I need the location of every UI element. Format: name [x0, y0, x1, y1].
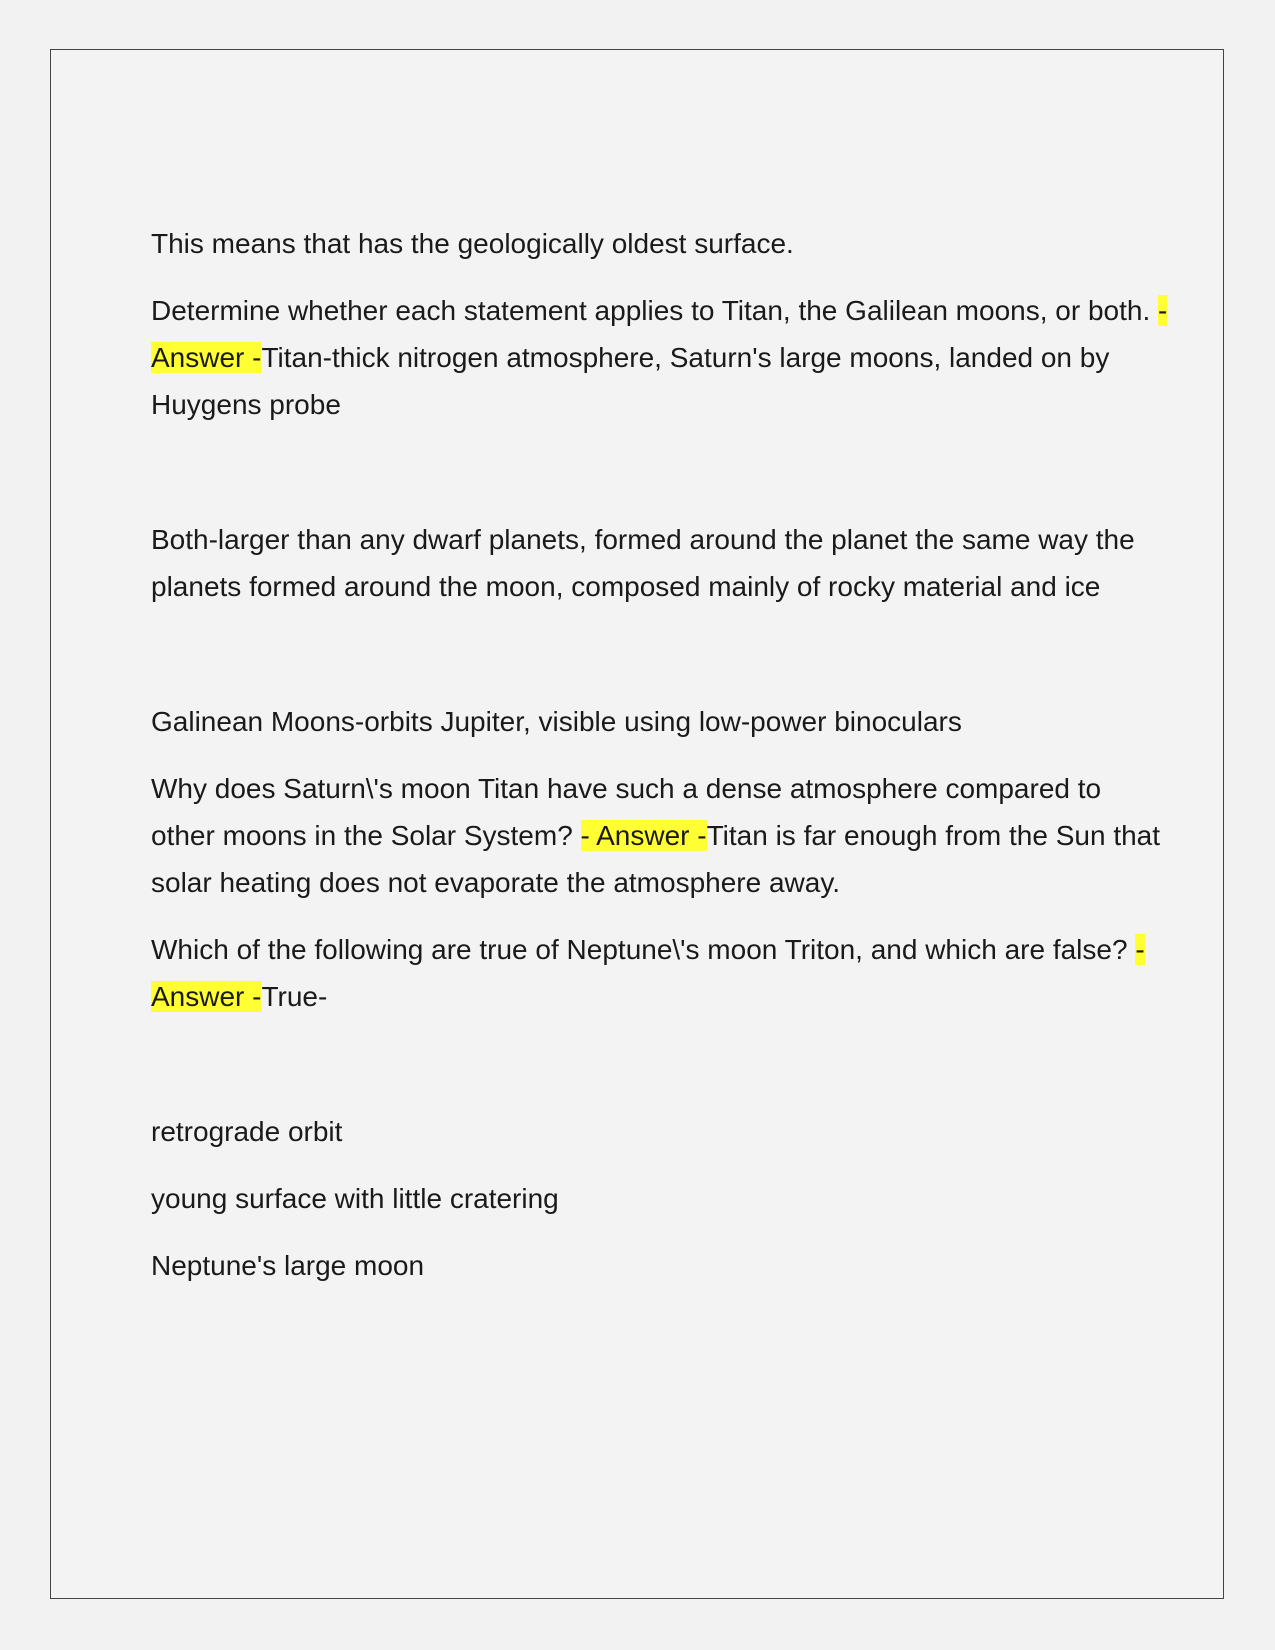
answer-highlight: - Answer - — [151, 295, 1168, 373]
document-content — [151, 220, 1171, 1309]
paragraph-galinean-moons — [151, 698, 1171, 745]
paragraph-text: Both-larger than any dwarf planets, formed around the planet the same way the planets formed around the moon, composed mainly of rocky material and ice — [151, 524, 1135, 602]
paragraph-text: young surface with little cratering — [151, 1183, 559, 1214]
question-text: Determine whether each statement applies to Titan, the Galilean moons, or both. — [151, 295, 1159, 326]
answer-text: Titan-thick nitrogen atmosphere, Saturn's large moons, landed on by Huygens probe — [151, 342, 1110, 420]
answer-highlight: - Answer - — [580, 820, 707, 851]
answer-highlight: - Answer - — [151, 934, 1145, 1012]
paragraph-oldest-surface — [151, 220, 1171, 267]
paragraph-retrograde-orbit — [151, 1108, 1171, 1155]
paragraph-triton-question — [151, 926, 1171, 1020]
question-text: Why does Saturn\'s moon Titan have such a dense atmosphere compared to other moons in the Solar System? — [151, 773, 1102, 851]
paragraph-young-surface — [151, 1175, 1171, 1222]
paragraph-text: Neptune's large moon — [151, 1250, 425, 1281]
answer-text: True- — [261, 981, 328, 1012]
paragraph-titan-galilean-question — [151, 287, 1171, 428]
paragraph-text: Galinean Moons-orbits Jupiter, visible using low-power binoculars — [151, 706, 962, 737]
blank-line — [151, 448, 1171, 516]
blank-line — [151, 1040, 1171, 1108]
paragraph-titan-atmosphere-question — [151, 765, 1171, 906]
document-page — [50, 49, 1224, 1599]
paragraph-text: This means that has the geologically oldest surface. — [151, 228, 794, 259]
paragraph-text: retrograde orbit — [151, 1116, 343, 1147]
answer-text: Titan is far enough from the Sun that solar heating does not evaporate the atmosphere away. — [151, 820, 1161, 898]
blank-line — [151, 630, 1171, 698]
question-text: Which of the following are true of Neptune\'s moon Triton, and which are false? — [151, 934, 1136, 965]
paragraph-neptune-large-moon — [151, 1242, 1171, 1289]
paragraph-both — [151, 516, 1171, 610]
